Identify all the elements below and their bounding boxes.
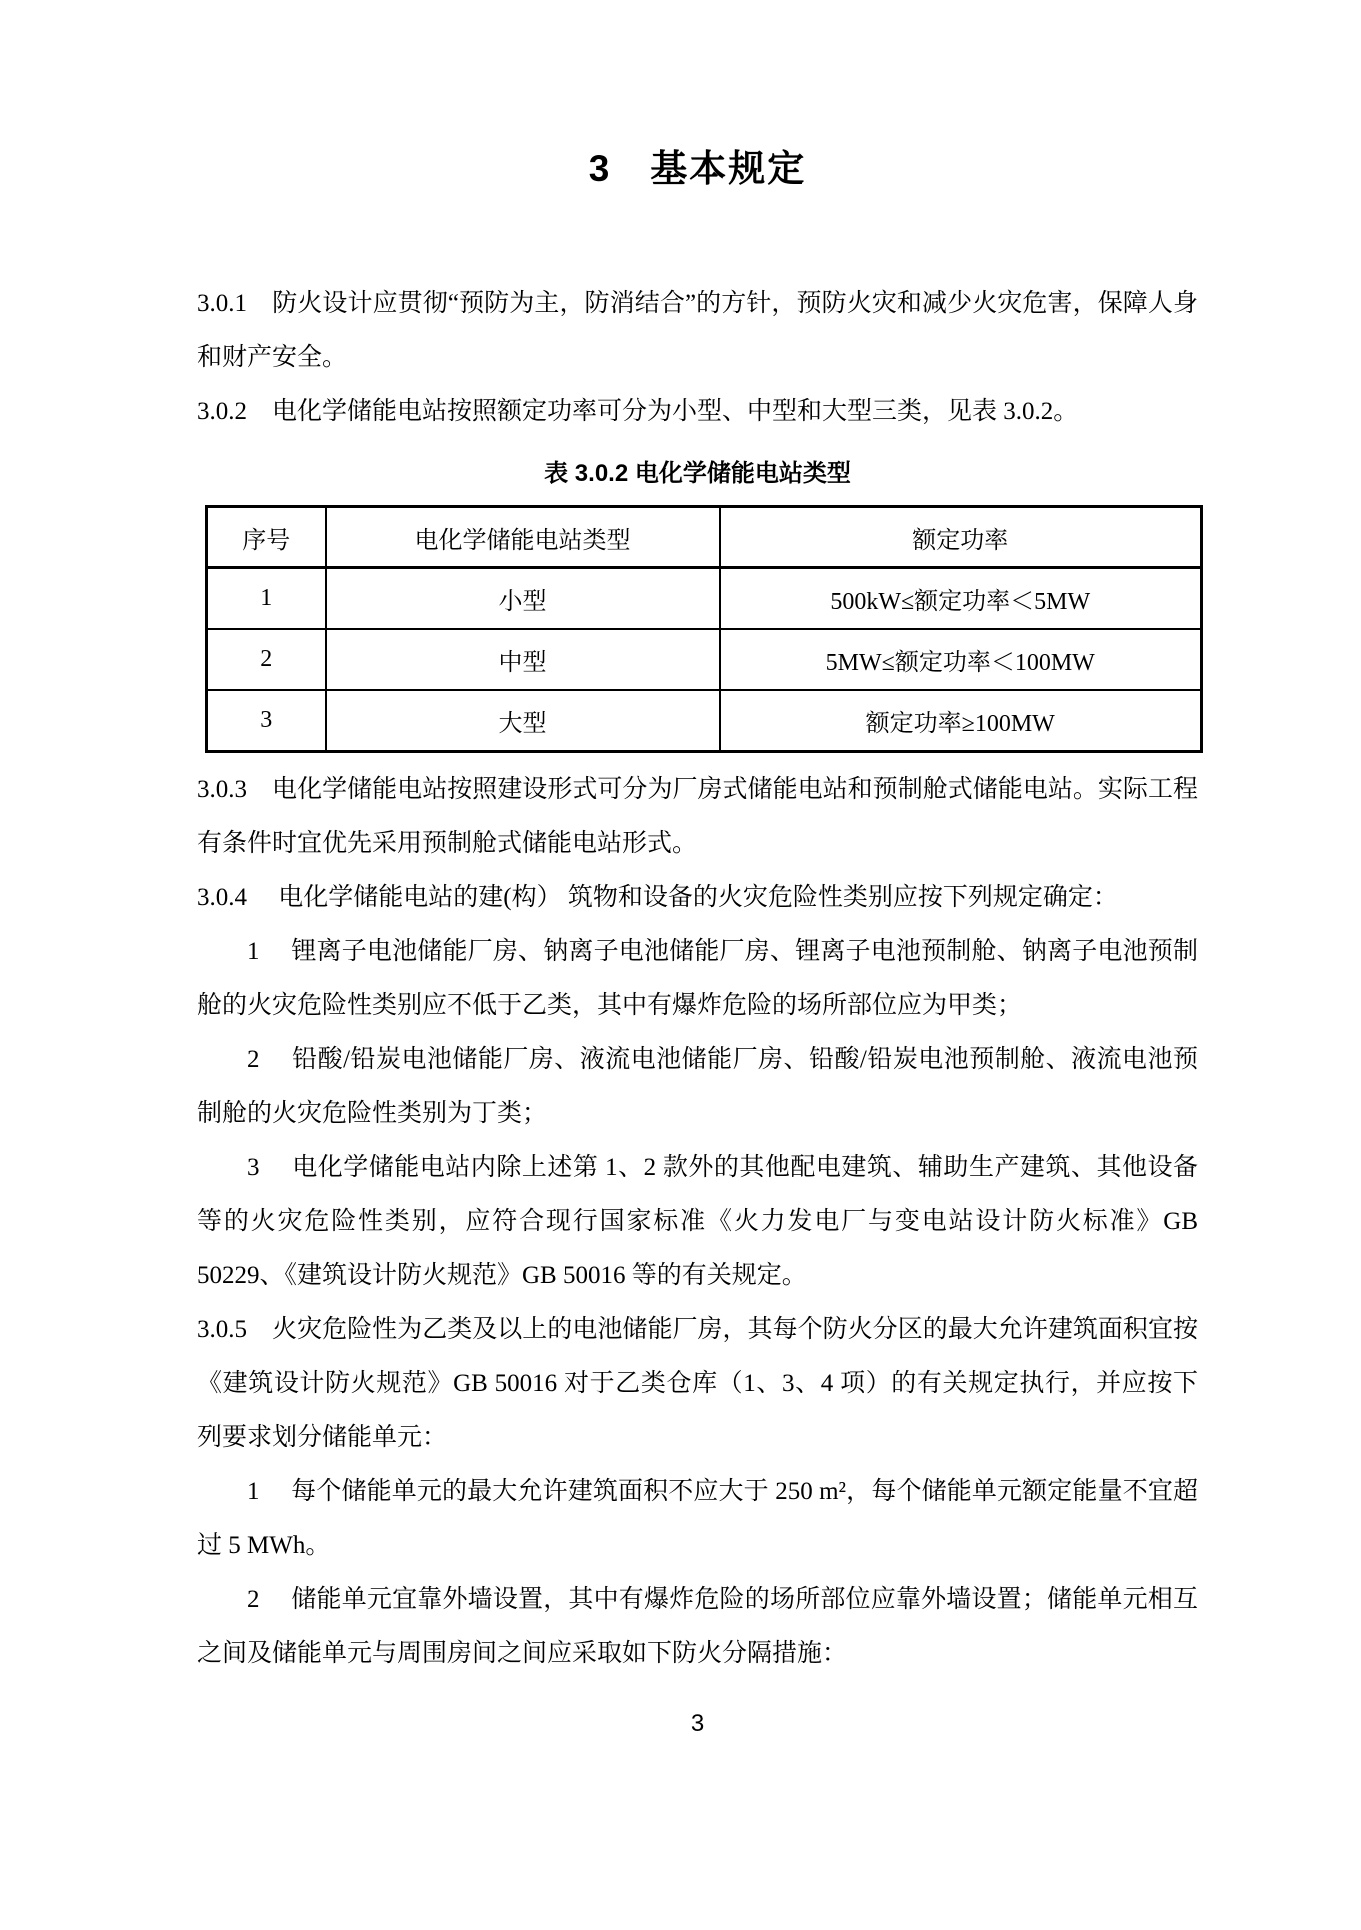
clause-3-0-4: 3.0.4 电化学储能电站的建(构） 筑物和设备的火灾危险性类别应按下列规定确定： bbox=[197, 884, 1118, 911]
clause-3-0-5-item-2: 2 储能单元宜靠外墙设置，其中有爆炸危险的场所部位应靠外墙设置；储能单元相互之间及储能单元与周围房间之间应采取如下防火分隔措施： bbox=[197, 1586, 1198, 1667]
table-cell-power: 500kW≤额定功率＜5MW bbox=[720, 568, 1202, 630]
page-content bbox=[0, 145, 1361, 1739]
chapter-title: 3 基本规定 bbox=[588, 148, 807, 189]
clause-3-0-5-item-1: 1 每个储能单元的最大允许建筑面积不应大于 250 m²，每个储能单元额定能量不宜超过 5 MWh。 bbox=[197, 1478, 1198, 1559]
table-cell-no: 2 bbox=[207, 629, 326, 690]
clause-3-0-2: 3.0.2 电化学储能电站按照额定功率可分为小型、中型和大型三类，见表 3.0.2。 bbox=[197, 398, 1079, 425]
table-cell-no: 1 bbox=[207, 568, 326, 630]
table-cell-type: 大型 bbox=[326, 690, 720, 752]
table-row bbox=[207, 690, 1202, 752]
table-caption: 表 3.0.2 电化学储能电站类型 bbox=[544, 460, 851, 487]
page-number: 3 bbox=[690, 1710, 705, 1737]
table-header-row bbox=[207, 507, 1202, 568]
table-row bbox=[207, 629, 1202, 690]
table-header-cell-power: 额定功率 bbox=[720, 507, 1202, 568]
clause-3-0-4-item-2: 2 铅酸/铅炭电池储能厂房、液流电池储能厂房、铅酸/铅炭电池预制舱、液流电池预制舱的火灾危险性类别为丁类； bbox=[197, 1046, 1198, 1127]
clause-3-0-4-item-1: 1 锂离子电池储能厂房、钠离子电池储能厂房、锂离子电池预制舱、钠离子电池预制舱的火灾危险性类别应不低于乙类，其中有爆炸危险的场所部位应为甲类； bbox=[197, 938, 1198, 1019]
table-cell-no: 3 bbox=[207, 690, 326, 752]
clause-3-0-3: 3.0.3 电化学储能电站按照建设形式可分为厂房式储能电站和预制舱式储能电站。实际工程有条件时宜优先采用预制舱式储能电站形式。 bbox=[197, 776, 1198, 857]
clause-3-0-1: 3.0.1 防火设计应贯彻“预防为主，防消结合”的方针，预防火灾和减少火灾危害，保障人身和财产安全。 bbox=[197, 290, 1198, 371]
clause-3-0-4-item-3: 3 电化学储能电站内除上述第 1、2 款外的其他配电建筑、辅助生产建筑、其他设备等的火灾危险性类别，应符合现行国家标准《火力发电厂与变电站设计防火标准》GB 50229、《建筑设计防火规范》GB 50016 等的有关规定。 bbox=[197, 1154, 1198, 1289]
table-header-cell-no: 序号 bbox=[207, 507, 326, 568]
table-cell-power: 5MW≤额定功率＜100MW bbox=[720, 629, 1202, 690]
table-cell-type: 中型 bbox=[326, 629, 720, 690]
table-header-cell-type: 电化学储能电站类型 bbox=[326, 507, 720, 568]
table-cell-type: 小型 bbox=[326, 568, 720, 630]
clause-3-0-5: 3.0.5 火灾危险性为乙类及以上的电池储能厂房，其每个防火分区的最大允许建筑面积宜按《建筑设计防火规范》GB 50016 对于乙类仓库（1、3、4 项）的有关规定执行，并应按下列要求划分储能单元： bbox=[197, 1316, 1198, 1451]
table-cell-power: 额定功率≥100MW bbox=[720, 690, 1202, 752]
station-type-table bbox=[205, 505, 1203, 753]
table-row bbox=[207, 568, 1202, 630]
